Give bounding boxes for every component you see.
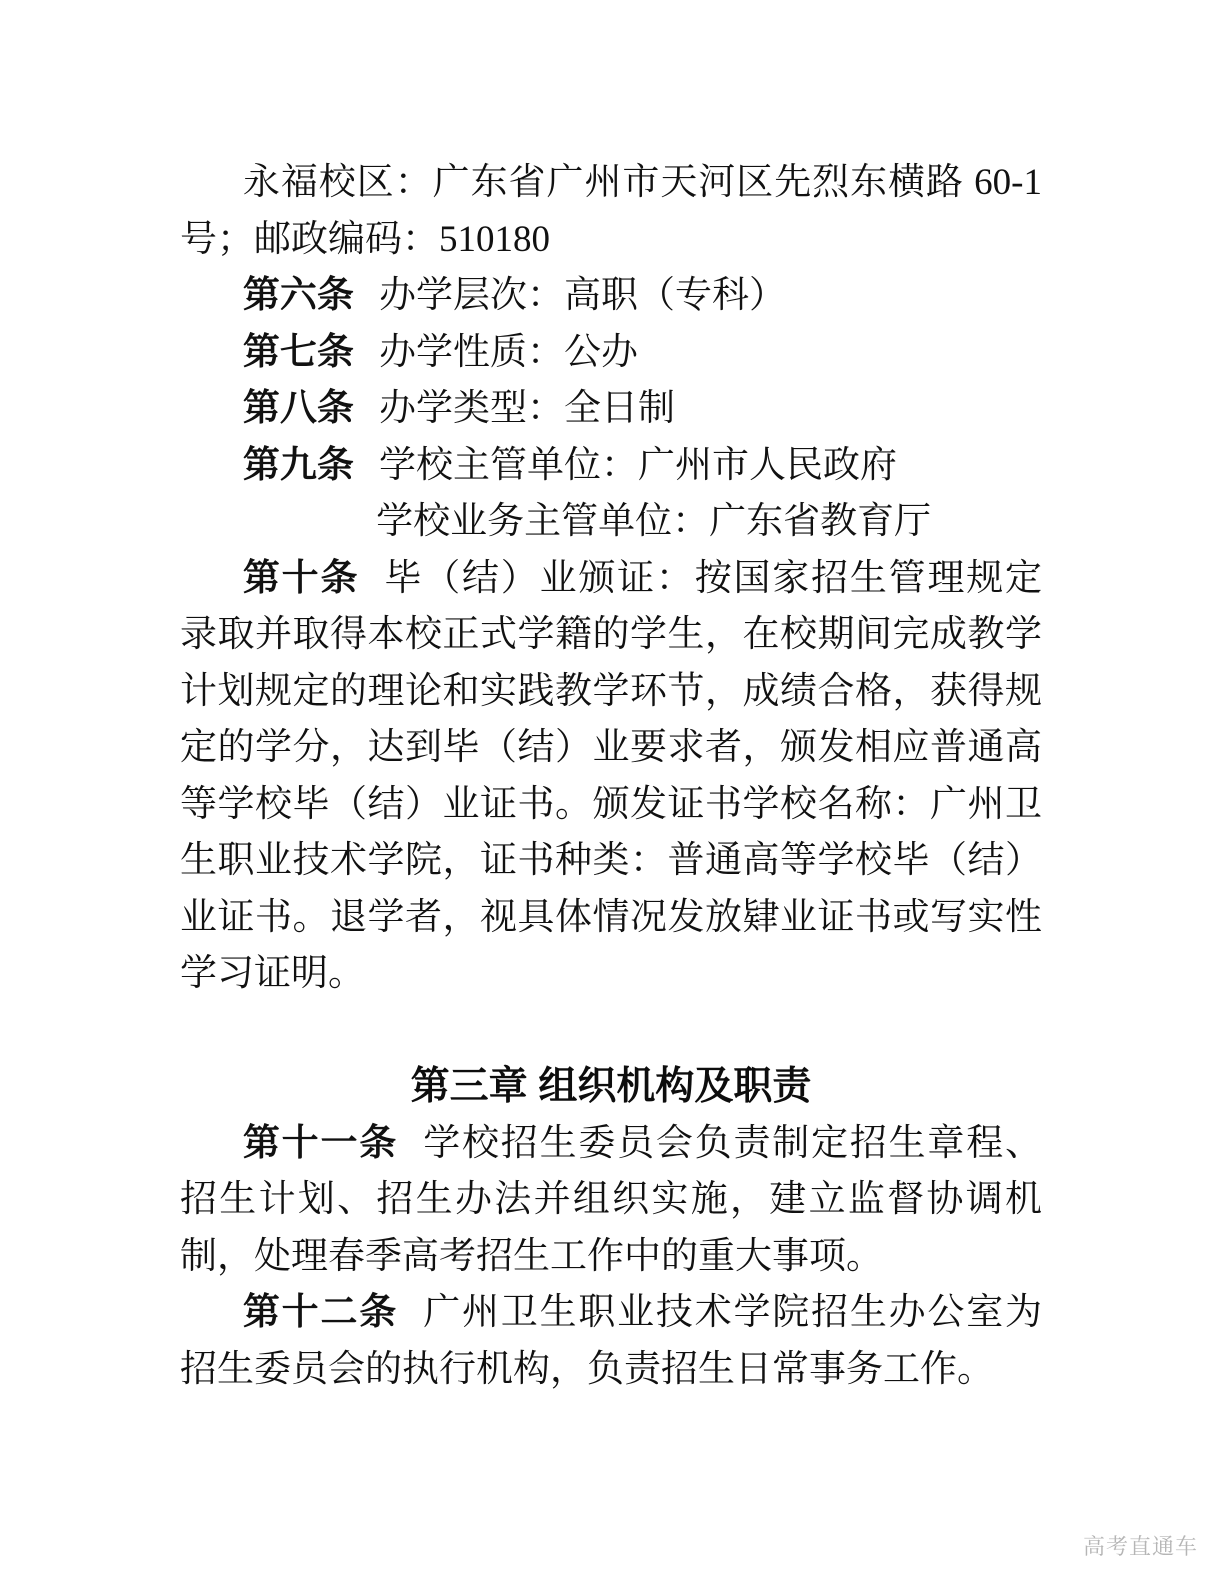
clause-6-paragraph (180, 268, 1042, 325)
clause-6-label: 第六条 (242, 275, 354, 316)
clause-11-label: 第十一条 (242, 1122, 399, 1164)
clause-12-paragraph (180, 1285, 1042, 1398)
clause-11-paragraph (180, 1116, 1042, 1286)
clause-11-text: 学校招生委员会负责制定招生章程、招生计划、招生办法并组织实施，建立监督协调机制，处理春季高考招生工作中的重大事项。 (180, 1122, 1043, 1277)
clause-9-text: 学校主管单位：广州市人民政府 (379, 444, 898, 486)
clause-9-label: 第九条 (242, 444, 354, 486)
clause-12-text: 广州卫生职业技术学院招生办公室为招生委员会的执行机构，负责招生日常事务工作。 (180, 1292, 1043, 1390)
clause-8-paragraph (180, 381, 1042, 438)
clause-10-label: 第十条 (242, 557, 360, 599)
clause-8-label: 第八条 (242, 388, 354, 429)
clause-7-paragraph (180, 325, 1042, 382)
clause-12-label: 第十二条 (242, 1292, 399, 1333)
gaokao-zhitongche-watermark: 高考直通车 (1083, 1534, 1199, 1559)
document-body (180, 155, 1042, 1398)
clause-9-paragraph (180, 438, 1042, 495)
clause-10-text: 毕（结）业颁证：按国家招生管理规定录取并取得本校正式学籍的学生，在校期间完成教学计划规定的理论和实践教学环节，成绩合格，获得规定的学分，达到毕（结）业要求者，颁发相应普通高等学校毕（结）业证书。颁发证书学校名称：广州卫生职业技术学院，证书种类：普通高等学校毕（结）业证书。退学者，视具体情况发放肄业证书或写实性学习证明。 (180, 557, 1043, 994)
clause-10-paragraph (180, 551, 1042, 1003)
clause-6-text: 办学层次：高职（专科） (379, 275, 787, 316)
clause-9-continuation-line: 学校业务主管单位：广东省教育厅 (376, 501, 932, 542)
clause-8-text: 办学类型：全日制 (379, 388, 676, 429)
clause-7-label: 第七条 (242, 331, 354, 373)
campus-address-paragraph: 永福校区：广东省广州市天河区先烈东横路 60-1 号；邮政编码：510180 (180, 162, 1042, 260)
clause-7-text: 办学性质：公办 (379, 331, 639, 373)
chapter-3-heading: 第三章 组织机构及职责 (410, 1065, 812, 1108)
